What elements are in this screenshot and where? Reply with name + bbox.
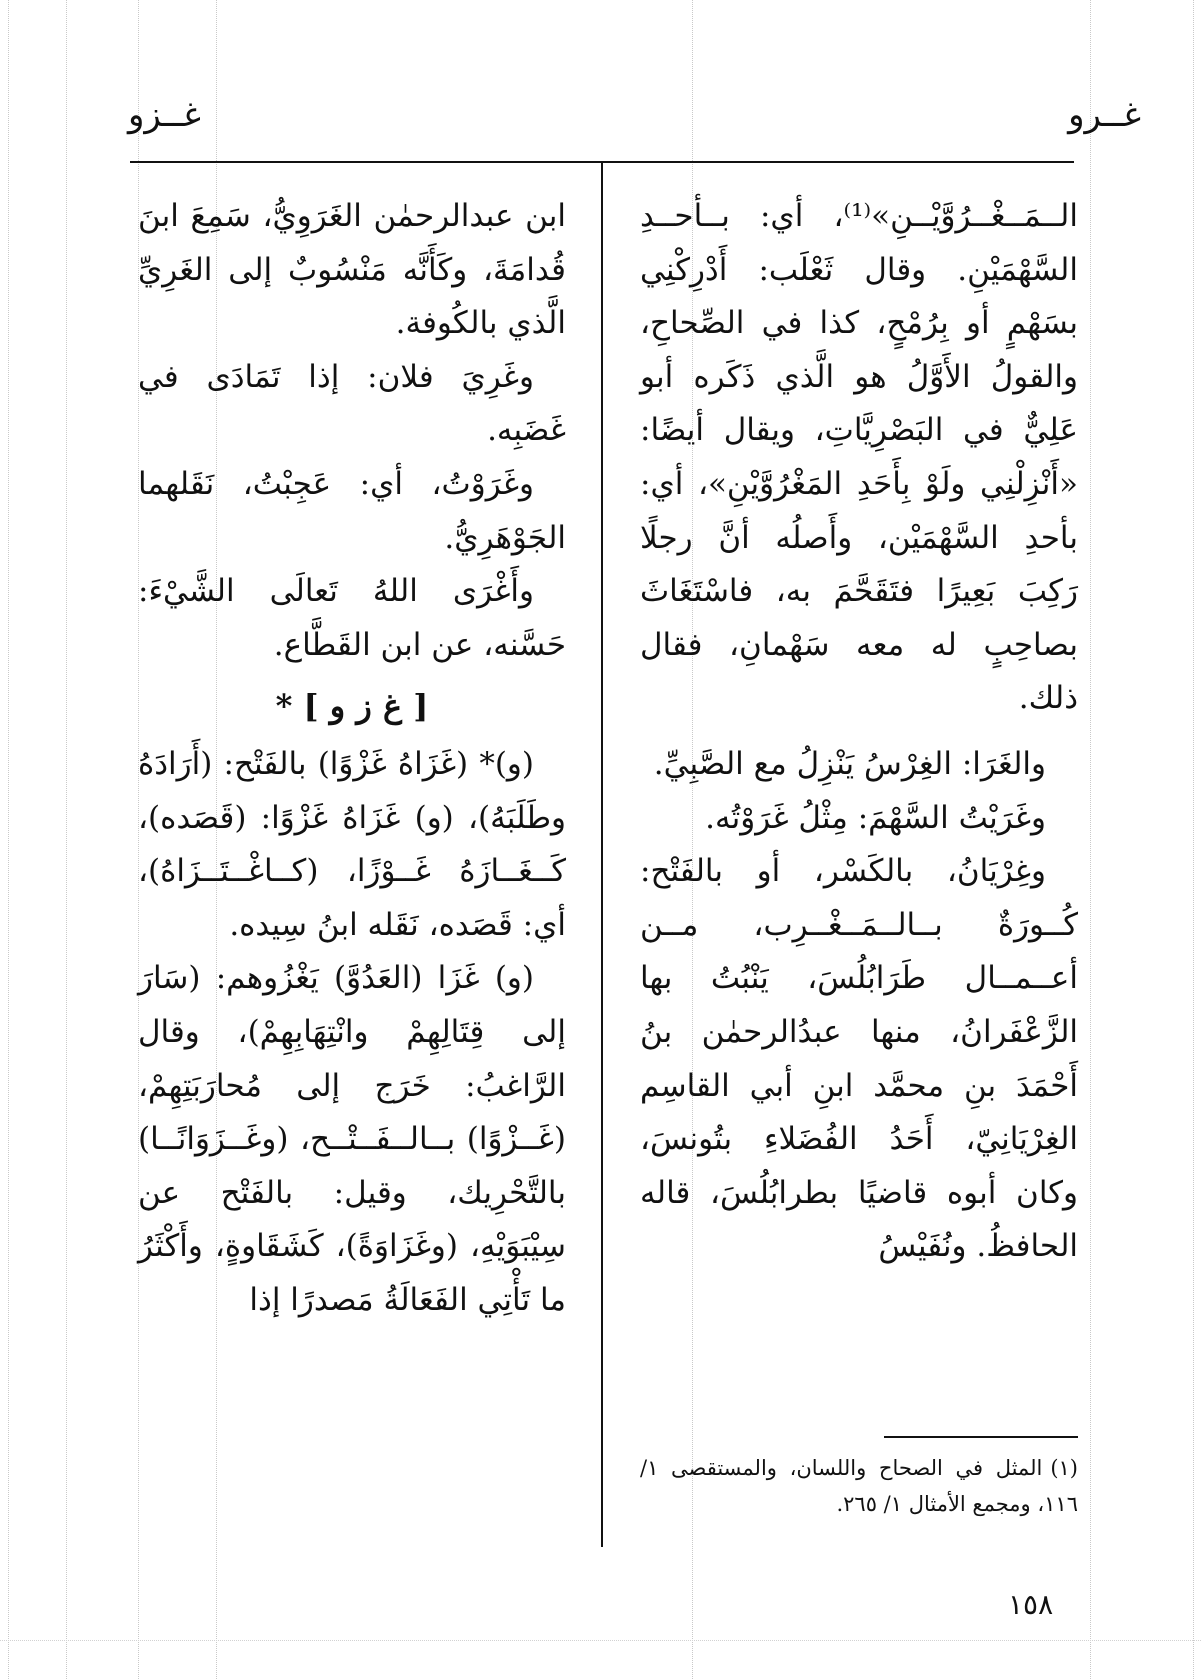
left-column bbox=[138, 190, 566, 1327]
column-divider bbox=[601, 162, 603, 1547]
paragraph: وأَغْرَى اللهُ تَعالَى الشَّيْءَ: حَسَّنه، عن ابن القَطَّاع. bbox=[138, 573, 566, 663]
running-head-right: غــرو bbox=[1068, 95, 1141, 135]
scan-guide-line bbox=[1090, 0, 1091, 1679]
running-head-left: غــزو bbox=[128, 95, 201, 135]
paragraph: وغَرِيَ فلان: إذا تَمَادَى في غَضَبِه. bbox=[138, 358, 566, 449]
paragraph: (و)* (غَزَاهُ غَزْوًا) بالفَتْح: (أَرَادَهُ وطَلَبَهُ)، (و) غَزَاهُ غَزْوًا: (قَصَده)، كَــغَــازَهُ غَــوْزًا، (كــاغْــتَــزَاهُ)، أي: قَصَده، نَقَله ابنُ سِيده. bbox=[138, 745, 566, 943]
right-column bbox=[640, 190, 1078, 1274]
paragraph: ابن عبدالرحمٰن الغَرَوِيُّ، سَمِعَ ابنَ قُدامَةَ، وكَأَنَّه مَنْسُوبٌ إلى الغَرِيِّ الَّذي بالكُوفة. bbox=[138, 198, 566, 342]
footnote-text: المثل في الصحاح واللسان، والمستقصى ١/ ١١٦، ومجمع الأمثال ١/ ٢٦٥. bbox=[640, 1456, 1078, 1516]
paragraph: (و) غَزَا (العَدُوَّ) يَغْزُوهم: (سَارَ إلى قِتَالِهِمْ وانْتِهَابِهِمْ)، وقال الرَّاغبُ: خَرَج إلى مُحارَبَتِهِمْ، (غَــزْوًا) بــالــفَــتْــح، (وغَــزَوَانًــا) بالتَّحْرِيك، وقيل: بالفَتْح عن سِيْبَوَيْهِ، (وغَزَاوَةً)، كَشَقَاوةٍ، وأَكْثَرُ ما تَأْتِي الفَعَالَةُ مَصدرًا إذا bbox=[138, 960, 566, 1318]
scan-guide-line bbox=[66, 0, 67, 1679]
scan-guide-line bbox=[8, 0, 9, 1679]
paragraph: والغَرَا: الغِرْسُ يَنْزِلُ مع الصَّبِيِّ. bbox=[653, 745, 1046, 782]
page-number: ١٥٨ bbox=[1008, 1588, 1054, 1621]
paragraph: الــمَــغْــرُوَّيْــنِ»⁽¹⁾، أي: بــأحــدِ السَّهْمَيْنِ. وقال ثَعْلَب: أَدْرِكْنِي بسَهْمٍ أو بِرُمْحٍ، كذا في الصِّحاحِ، والقولُ الأَوَّلُ هو الَّذي ذَكَره أبو عَلِيٌّ في البَصْرِيَّاتِ، ويقال أيضًا: «أَنْزِلْنِي ولَوْ بِأَحَدِ المَغْرُوَّيْنِ»، أي: بأحدِ السَّهْمَيْن، وأَصلُه أنَّ رجلًا رَكِبَ بَعِيرًا فتَقَحَّمَ به، فاسْتَغَاثَ بصاحِبٍ له معه سَهْمانِ، فقال ذلك. bbox=[640, 198, 1078, 717]
scan-guide-line bbox=[1193, 0, 1194, 1679]
entry-heading: [ غ ز و ] * bbox=[275, 687, 429, 726]
paragraph: وغِرْيَانُ، بالكَسْر، أو بالفَتْح: كُــورَةٌ بــالــمَــغْــرِب، مــن أعــمــال طَرَابُلُسَ، يَنْبُتُ بها الزَّعْفَرانُ، منها عبدُالرحمٰن بنُ أَحْمَدَ بنِ محمَّد ابنِ أبي القاسِم الغِرْيَانِيّ، أَحَدُ الفُضَلاءِ بتُونسَ، وكان أبوه قاضيًا بطرابُلُسَ، قاله الحافظُ. ونُفَيْسُ bbox=[640, 853, 1078, 1265]
footnote bbox=[640, 1450, 1078, 1522]
scan-guide-line bbox=[0, 1640, 1201, 1641]
paragraph: وغَرَيْتُ السَّهْمَ: مِثْلُ غَرَوْتُه. bbox=[705, 799, 1046, 836]
paragraph: وغَرَوْتُ، أي: عَجِبْتُ، نَقَلهما الجَوْهَرِيُّ. bbox=[138, 465, 566, 556]
footnote-marker: (١) bbox=[1050, 1456, 1078, 1480]
footnote-rule bbox=[884, 1436, 1078, 1438]
